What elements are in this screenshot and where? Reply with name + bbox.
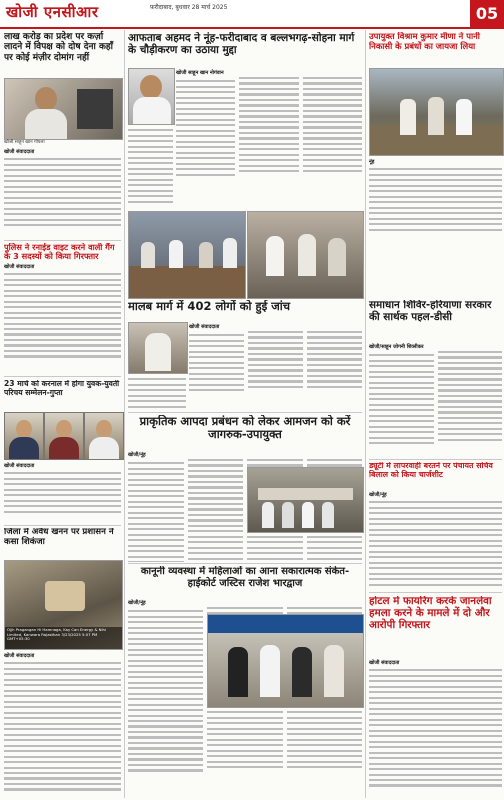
story-disaster [128,415,362,449]
body-negligence [369,490,502,590]
headline-up-road: उपायुक्त विश्राम कुमार मीणा ने पानी निकासी के प्रबंधों का जायजा लिया [369,32,480,51]
photo-mining [4,560,123,650]
story-youth [4,380,121,410]
text-lines-lacs [4,158,121,226]
byline-up-road: नूंह [369,159,375,165]
headline-melva: मालब मार्ग में 402 लोगों को हुई जांच [128,300,291,313]
story-hotel [369,596,502,656]
headline-disaster: प्राकृतिक आपदा प्रबंधन को लेकर आमजन को करें जागरुक-उपायुक्त [139,415,351,442]
divider [128,412,362,413]
masthead [0,0,504,29]
story-mining [4,528,121,558]
byline-police: खोजी संवाददाता [4,263,35,270]
byline-women-law: खोजी/नूंह [128,600,146,606]
text-lines-police [4,273,121,357]
body-samadhan [369,342,502,457]
column-rule [124,30,125,798]
body-youth [4,461,121,523]
page-number: 05 [470,0,504,27]
story-up-road [369,32,502,66]
issue-meta: फ़रीदाबाद, बुधवार 28 मार्च 2025 [150,4,228,11]
headline-aftab: आफताब अहमद ने नूंह-फरीदाबाद व बल्लभगढ़-सोहना मार्ग के चौड़ीकरण का उठाया मुद्दा [128,32,355,57]
headline-hotel: होटल में फायरिंग करके जानलेवा हमला करने के मामले में दो और आरोपी गिरफ्तार [369,596,492,631]
portrait [4,412,44,460]
portrait [84,412,124,460]
byline-melva: खोजी संवाददाता [189,324,220,330]
headline-mining: जिला में अवैध खनन पर प्रशासन ने कसा शिकंजा [4,528,114,547]
caption-lacs: खोजी साहून खान गोयला [4,140,45,145]
photo-aftab [128,68,175,125]
byline-negligence: खोजी/नूंह [369,492,387,498]
column-rule [365,30,366,798]
headline-samadhan: समाधान शिविर-हरियाणा सरकार की सार्थक पहल-डीसी [369,300,492,323]
photo-disaster [247,467,364,533]
story-negligence [369,462,502,490]
photo-lacs [4,78,123,140]
photo-meeting [128,211,246,299]
divider [369,592,502,593]
photo-women-law [207,614,364,708]
divider [4,240,121,241]
headline-lacs: लाख करोड़ का प्रदेश पर कर्ज़ा लादने में विपक्ष को दोष देना कहाँ पर कोई मंज़ीर दोमांग नहीं [4,32,113,63]
byline-samadhan: खोजी/साहून जोगनी शिव्लीकर [369,344,424,350]
gps-stamp: Ojjh Pragangan Hi Hamnaga, Kay Can Energy & Nihi Limited, Kanwara Rajasthan 3/23/2025 5:07 PM GMT+05:30 [5,627,122,649]
portrait [44,412,84,460]
photo-melva [128,322,188,374]
divider [369,459,502,460]
body-lacs [4,147,121,237]
headline-youth: 23 मार्च को करनाल में होगा युवक-युवती परिचय सम्मेलन-गुप्ता [4,380,120,397]
byline-mining: खोजी संवाददाता [4,653,35,659]
body-melva [189,322,362,410]
body-up-road [369,157,502,235]
photo-visit [247,211,364,299]
byline-disaster: खोजी/नूंह [128,452,146,458]
story-melva [128,300,362,320]
story-women-law [128,566,362,596]
headline-police: पुलिस ने रनाईड वाइट करने वाली गैंग के 3 सदस्यों को किया गिरफ्तार [4,243,115,262]
headline-women-law: कानूनी व्यवस्था में महिलाओं का आना सकारात्मक संकेत- हाईकोर्ट जस्टिस राजेश भारद्वाज [140,566,350,589]
photo-up-road [369,68,504,156]
divider [128,563,362,564]
newspaper-brand: खोजी एनसीआर [6,3,99,21]
body-hotel [369,658,502,798]
byline-youth: खोजी संवाददाता [4,463,35,469]
story-aftab [128,32,362,66]
story-samadhan [369,300,502,340]
byline-aftab: खोजी साहून खान नोगंवान [176,70,224,76]
byline-hotel: खोजी संवाददाता [369,660,400,666]
divider [4,376,121,377]
body-aftab [176,68,362,208]
body-mining [4,651,121,797]
divider [4,525,121,526]
headline-negligence: ड्यूटी में लापरवाही बरतने पर पंचायत सचिव बिलाल को किया चार्जशीट [369,462,493,479]
byline-lacs: खोजी संवाददाता [4,149,35,155]
story-police [4,243,121,373]
